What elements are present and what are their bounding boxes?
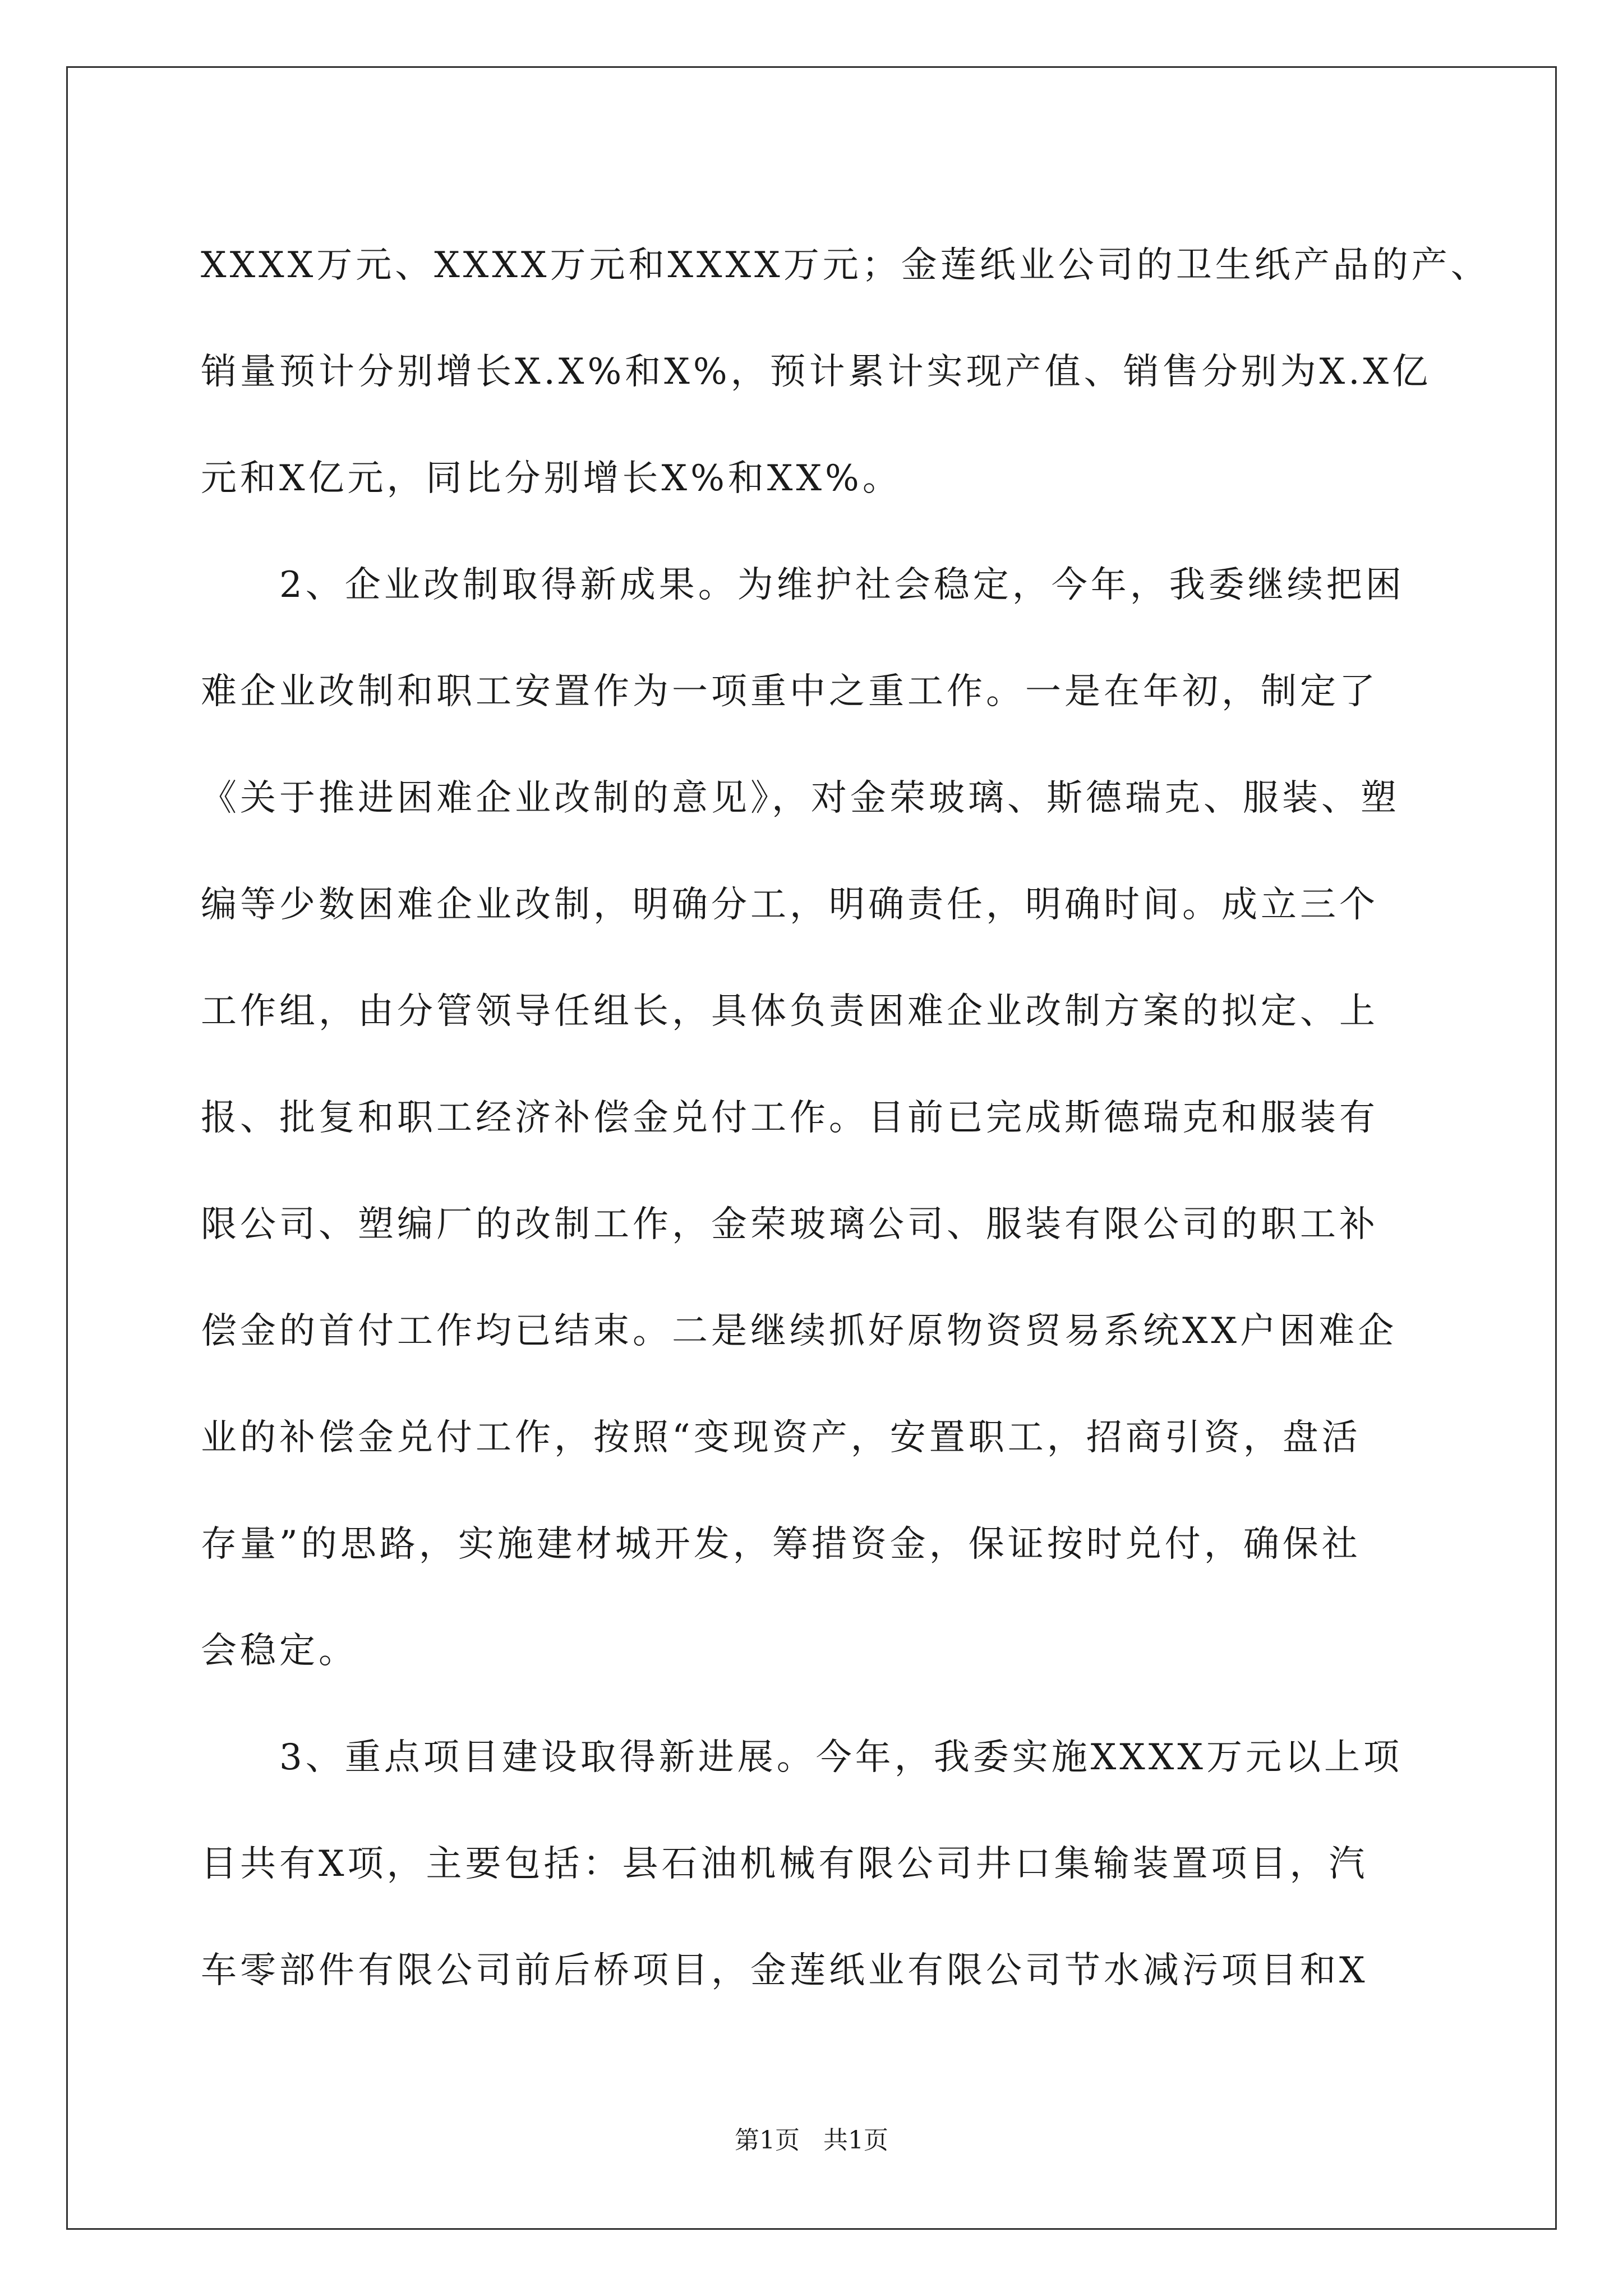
text-line: 限公司、塑编厂的改制工作，金荣玻璃公司、服装有限公司的职工补 — [201, 1204, 1378, 1245]
text-line: 元和X亿元，同比分别增长X%和XX%。 — [201, 458, 902, 499]
text-line: 业的补偿金兑付工作，按照“变现资产，安置职工，招商引资，盘活 — [201, 1417, 1361, 1458]
text-line: 车零部件有限公司前后桥项目，金莲纸业有限公司节水减污项目和X — [201, 1950, 1368, 1991]
text-line: 难企业改制和职工安置作为一项重中之重工作。一是在年初，制定了 — [201, 671, 1378, 712]
text-line: 编等少数困难企业改制，明确分工，明确责任，明确时间。成立三个 — [201, 884, 1378, 926]
text-line: 偿金的首付工作均已结束。二是继续抓好原物资贸易系统XX户困难企 — [201, 1310, 1398, 1352]
text-line: 工作组，由分管领导任组长，具体负责困难企业改制方案的拟定、上 — [201, 991, 1378, 1032]
text-line: 目共有X项，主要包括：县石油机械有限公司井口集输装置项目，汽 — [201, 1843, 1368, 1885]
text-line: 3、重点项目建设取得新进展。今年，我委实施XXXX万元以上项 — [201, 1737, 1403, 1778]
text-line: 存量”的思路，实施建材城开发，筹措资金，保证按时兑付，确保社 — [201, 1524, 1361, 1565]
text-line: 销量预计分别增长X.X%和X%，预计累计实现产值、销售分别为X.X亿 — [201, 351, 1432, 393]
text-line: 会稳定。 — [201, 1630, 358, 1672]
text-line: 《关于推进困难企业改制的意见》，对金荣玻璃、斯德瑞克、服装、塑 — [201, 777, 1400, 819]
text-line: 报、批复和职工经济补偿金兑付工作。目前已完成斯德瑞克和服装有 — [201, 1097, 1378, 1139]
document-body — [201, 212, 1490, 2024]
text-line: XXXX万元、XXXX万元和XXXX万元；金莲纸业公司的卫生纸产品的产、 — [201, 245, 1490, 286]
text-line: 2、企业改制取得新成果。为维护社会稳定，今年，我委继续把困 — [201, 564, 1405, 606]
page-footer: 第1页 共1页 — [735, 2126, 888, 2155]
